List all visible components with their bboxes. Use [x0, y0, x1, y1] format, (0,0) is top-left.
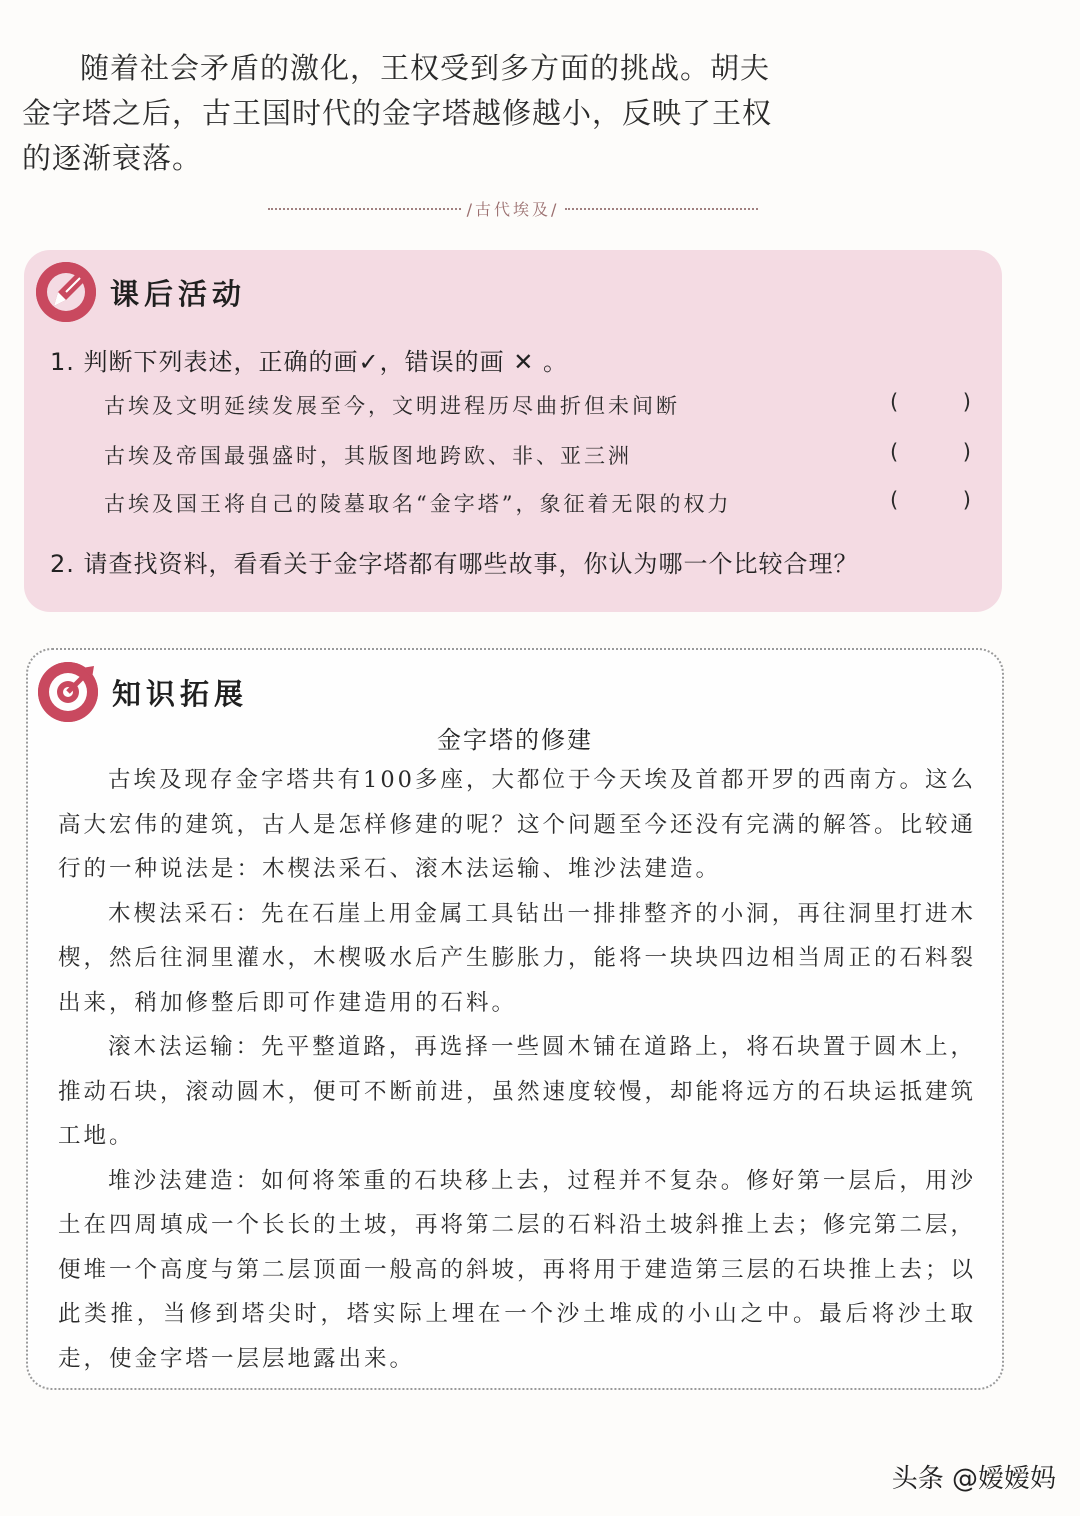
article-paragraph: 滚木法运输：先平整道路，再选择一些圆木铺在道路上，将石块置于圆木上，推动石块，滚动圆木，便可不断前进，虽然速度较慢，却能将远方的石块运抵建筑工地。	[58, 1034, 977, 1149]
statement-text: 古埃及文明延续发展至今，文明进程历尽曲折但未间断	[104, 394, 680, 418]
section-divider	[268, 196, 758, 220]
answer-blank[interactable]: ( )	[890, 390, 974, 414]
article-body	[58, 758, 976, 1381]
knowledge-title: 知识拓展	[112, 676, 249, 711]
knowledge-header	[38, 662, 248, 722]
activity-header	[36, 262, 246, 322]
answer-blank[interactable]: ( )	[890, 488, 974, 512]
divider-label: /古代埃及/	[466, 199, 560, 219]
question-2: 2. 请查找资料，看看关于金字塔都有哪些故事，你认为哪一个比较合理？	[50, 550, 859, 578]
activity-title: 课后活动	[110, 276, 247, 311]
intro-line: 金字塔之后，古王国时代的金字塔越修越小，反映了王权	[22, 96, 773, 130]
statement-row	[104, 440, 974, 470]
divider-dots	[268, 208, 461, 210]
intro-line: 的逐渐衰落。	[22, 141, 203, 175]
pencil-icon	[36, 262, 96, 322]
statement-text: 古埃及国王将自己的陵墓取名“金字塔”，象征着无限的权力	[104, 492, 732, 516]
statement-text: 古埃及帝国最强盛时，其版图地跨欧、非、亚三洲	[104, 444, 632, 468]
article-paragraph: 木楔法采石：先在石崖上用金属工具钻出一排排整齐的小洞，再往洞里打进木楔，然后往洞里灌水，木楔吸水后产生膨胀力，能将一块块四边相当周正的石料裂出来，稍加修整后即可作建造用的石料。	[58, 900, 977, 1016]
intro-paragraph	[22, 46, 782, 181]
divider-dots	[565, 208, 758, 210]
intro-line: 随着社会矛盾的激化，王权受到多方面的挑战。胡夫	[80, 51, 771, 85]
article-paragraph: 古埃及现存金字塔共有100多座，大都位于今天埃及首都开罗的西南方。这么高大宏伟的建筑，古人是怎样修建的呢？这个问题至今还没有完满的解答。比较通行的一种说法是：木楔法采石、滚木法运输、堆沙法建造。	[58, 767, 977, 882]
article-paragraph: 堆沙法建造：如何将笨重的石块移上去，过程并不复杂。修好第一层后，用沙土在四周填成一个长长的土坡，再将第二层的石料沿土坡斜推上去；修完第二层，便堆一个高度与第二层顶面一般高的斜坡，再将用于建造第三层的石块推上去；以此类推，当修到塔尖时，塔实际上埋在一个沙土堆成的小山之中。最后将沙土取走，使金字塔一层层地露出来。	[58, 1167, 977, 1372]
article-title: 金字塔的修建	[437, 726, 593, 754]
answer-blank[interactable]: ( )	[890, 440, 974, 464]
statement-row	[104, 488, 974, 518]
watermark: 头条 @嫒嫒妈	[891, 1464, 1056, 1494]
target-arrow-icon	[38, 662, 98, 722]
after-class-activity-box	[24, 250, 1002, 612]
question-1: 1. 判断下列表述，正确的画✓，错误的画 ✕ 。	[50, 348, 569, 376]
statement-row	[104, 390, 974, 420]
knowledge-extension-box	[26, 648, 1004, 1390]
